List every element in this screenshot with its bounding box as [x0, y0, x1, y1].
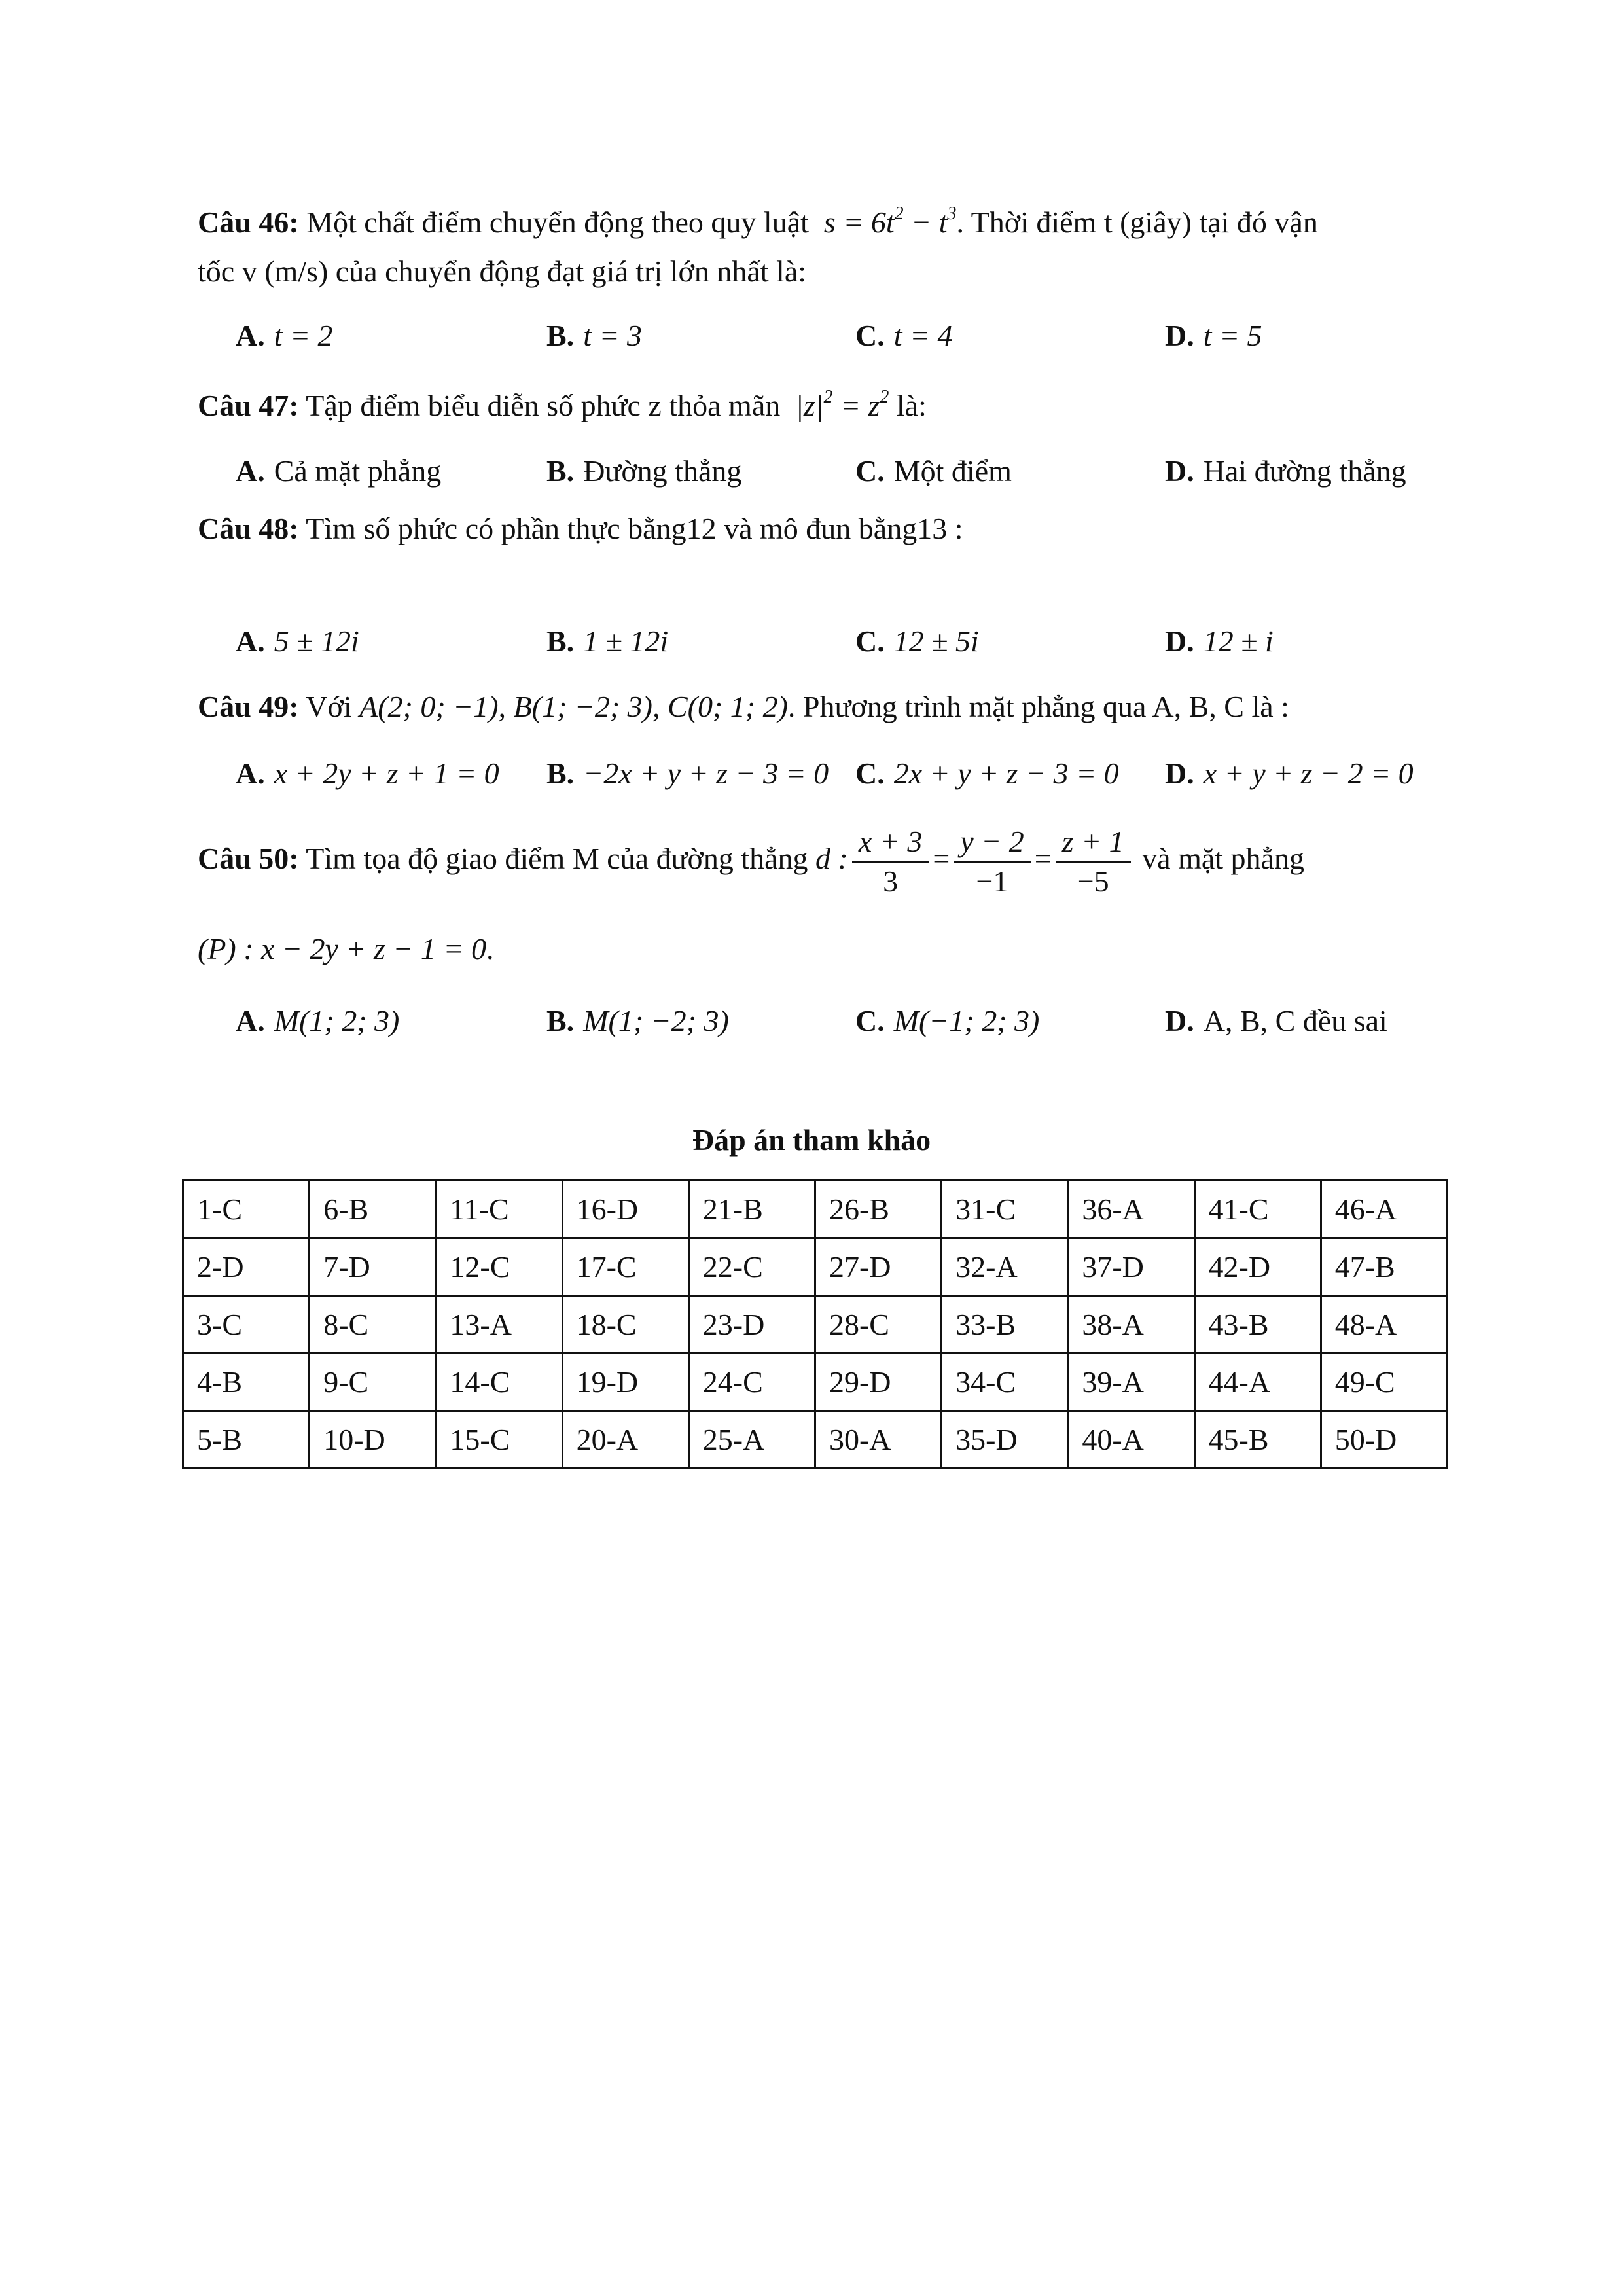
answer-cell: 49-C — [1321, 1354, 1447, 1411]
question-49-line — [198, 687, 1289, 726]
answer-cell: 15-C — [436, 1411, 562, 1469]
line-d-label: d : — [815, 842, 848, 875]
answer-cell: 3-C — [183, 1296, 310, 1354]
answer-cell: 39-A — [1068, 1354, 1194, 1411]
answer-cell: 9-C — [310, 1354, 436, 1411]
q47-option-b[interactable]: B. Đường thẳng — [546, 454, 742, 488]
q48-option-a[interactable]: A. 5 ± 12i — [236, 624, 359, 658]
answer-cell: 8-C — [310, 1296, 436, 1354]
fraction-z: $\frac{z + 1}{-5}$ — [1056, 823, 1131, 901]
q46-option-d[interactable]: D. t = 5 — [1165, 319, 1262, 352]
answer-cell: 30-A — [815, 1411, 941, 1469]
question-46-text-cont: . Thời điểm t (giây) tại đó vận — [956, 206, 1318, 239]
answer-cell: 1-C — [183, 1181, 310, 1238]
question-46-label: Câu 46: — [198, 206, 299, 239]
q49-option-d[interactable]: D. x + y + z − 2 = 0 — [1165, 757, 1414, 790]
answer-cell: 20-A — [562, 1411, 688, 1469]
question-50-label: Câu 50: — [198, 842, 299, 875]
q50-option-b[interactable]: B. M(1; −2; 3) — [546, 1004, 729, 1037]
answer-cell: 29-D — [815, 1354, 941, 1411]
answer-key-table — [182, 1179, 1448, 1469]
q49-option-b[interactable]: B. −2x + y + z − 3 = 0 — [546, 757, 829, 790]
fraction-x: $\frac{x + 3}{3}$ — [852, 823, 929, 901]
question-47-formula: $|z|^2 = z^2$ — [795, 386, 889, 422]
answer-key-title: Đáp án tham khảo — [692, 1123, 931, 1157]
q49-option-a[interactable]: A. x + 2y + z + 1 = 0 — [236, 757, 499, 790]
question-48-label: Câu 48: — [198, 512, 299, 545]
q50-option-d[interactable]: D. A, B, C đều sai — [1165, 1004, 1387, 1037]
question-46-text: Một chất điểm chuyển động theo quy luật — [306, 206, 809, 239]
answer-cell: 50-D — [1321, 1411, 1447, 1469]
q47-option-c[interactable]: C. Một điểm — [855, 454, 1012, 488]
q48-option-b[interactable]: B. 1 ± 12i — [546, 624, 669, 658]
answer-cell: 2-D — [183, 1238, 310, 1296]
q46-option-b[interactable]: B. t = 3 — [546, 319, 643, 352]
question-50-line-2: (P) : x − 2y + z − 1 = 0. — [198, 932, 494, 965]
answer-cell: 45-B — [1194, 1411, 1321, 1469]
question-50-text: Tìm tọa độ giao điểm M của đường thẳng — [306, 842, 808, 875]
answer-cell: 47-B — [1321, 1238, 1447, 1296]
answer-cell: 46-A — [1321, 1181, 1447, 1238]
answer-cell: 43-B — [1194, 1296, 1321, 1354]
q50-option-c[interactable]: C. M(−1; 2; 3) — [855, 1004, 1040, 1037]
answer-cell: 24-C — [688, 1354, 815, 1411]
question-47-text-end: là: — [889, 389, 927, 422]
answer-cell: 35-D — [942, 1411, 1068, 1469]
answer-cell: 42-D — [1194, 1238, 1321, 1296]
answer-cell: 28-C — [815, 1296, 941, 1354]
question-49-text-cont: . Phương trình mặt phẳng qua A, B, C là : — [787, 690, 1289, 723]
answer-cell: 7-D — [310, 1238, 436, 1296]
answer-cell: 21-B — [688, 1181, 815, 1238]
plane-p-equation: (P) : x − 2y + z − 1 = 0 — [198, 932, 486, 965]
answer-cell: 37-D — [1068, 1238, 1194, 1296]
q50-option-a[interactable]: A. M(1; 2; 3) — [236, 1004, 400, 1037]
answer-cell: 38-A — [1068, 1296, 1194, 1354]
question-46-line-1 — [198, 203, 1318, 242]
answer-cell: 19-D — [562, 1354, 688, 1411]
question-49-label: Câu 49: — [198, 690, 299, 723]
q48-option-c[interactable]: C. 12 ± 5i — [855, 624, 979, 658]
answer-cell: 11-C — [436, 1181, 562, 1238]
answer-cell: 48-A — [1321, 1296, 1447, 1354]
question-46-formula: $s = 6t^2 - t^3$ — [823, 203, 957, 239]
question-50-text-cont: và mặt phẳng — [1142, 842, 1304, 875]
question-47-label: Câu 47: — [198, 389, 299, 422]
question-49-text: Với — [306, 690, 352, 723]
answer-row — [183, 1411, 1448, 1469]
answer-cell: 40-A — [1068, 1411, 1194, 1469]
answer-cell: 25-A — [688, 1411, 815, 1469]
answer-row — [183, 1296, 1448, 1354]
equals-2: = — [1034, 842, 1052, 875]
q47-option-d[interactable]: D. Hai đường thẳng — [1165, 454, 1406, 488]
answer-cell: 14-C — [436, 1354, 562, 1411]
answer-cell: 16-D — [562, 1181, 688, 1238]
answer-cell: 4-B — [183, 1354, 310, 1411]
question-47-line — [198, 386, 927, 425]
q49-option-c[interactable]: C. 2x + y + z − 3 = 0 — [855, 757, 1119, 790]
question-50-line-1 — [198, 819, 1304, 901]
answer-row — [183, 1354, 1448, 1411]
question-49-points: A(2; 0; −1), B(1; −2; 3), C(0; 1; 2) — [359, 690, 788, 723]
answer-cell: 17-C — [562, 1238, 688, 1296]
answer-cell: 41-C — [1194, 1181, 1321, 1238]
answer-cell: 13-A — [436, 1296, 562, 1354]
equals-1: = — [933, 842, 950, 875]
answer-cell: 44-A — [1194, 1354, 1321, 1411]
answer-cell: 31-C — [942, 1181, 1068, 1238]
answer-cell: 18-C — [562, 1296, 688, 1354]
question-47-text: Tập điểm biểu diễn số phức z thỏa mãn — [306, 389, 781, 422]
answer-cell: 27-D — [815, 1238, 941, 1296]
question-46-line-2: tốc v (m/s) của chuyển động đạt giá trị lớn nhất là: — [198, 255, 807, 288]
answer-row — [183, 1181, 1448, 1238]
answer-cell: 32-A — [942, 1238, 1068, 1296]
answer-cell: 6-B — [310, 1181, 436, 1238]
answer-cell: 12-C — [436, 1238, 562, 1296]
answer-cell: 22-C — [688, 1238, 815, 1296]
answer-cell: 26-B — [815, 1181, 941, 1238]
answer-cell: 34-C — [942, 1354, 1068, 1411]
q48-option-d[interactable]: D. 12 ± i — [1165, 624, 1274, 658]
answer-row — [183, 1238, 1448, 1296]
q46-option-c[interactable]: C. t = 4 — [855, 319, 953, 352]
answer-cell: 23-D — [688, 1296, 815, 1354]
q46-option-a[interactable]: A. t = 2 — [236, 319, 333, 352]
question-48-text: Tìm số phức có phần thực bằng12 và mô đun bằng13 : — [306, 512, 963, 545]
question-48-line — [198, 509, 963, 548]
answer-cell: 10-D — [310, 1411, 436, 1469]
fraction-y: $\frac{y - 2}{-1}$ — [954, 823, 1030, 901]
answer-cell: 5-B — [183, 1411, 310, 1469]
q47-option-a[interactable]: A. Cả mặt phẳng — [236, 454, 442, 488]
answer-cell: 36-A — [1068, 1181, 1194, 1238]
answer-cell: 33-B — [942, 1296, 1068, 1354]
